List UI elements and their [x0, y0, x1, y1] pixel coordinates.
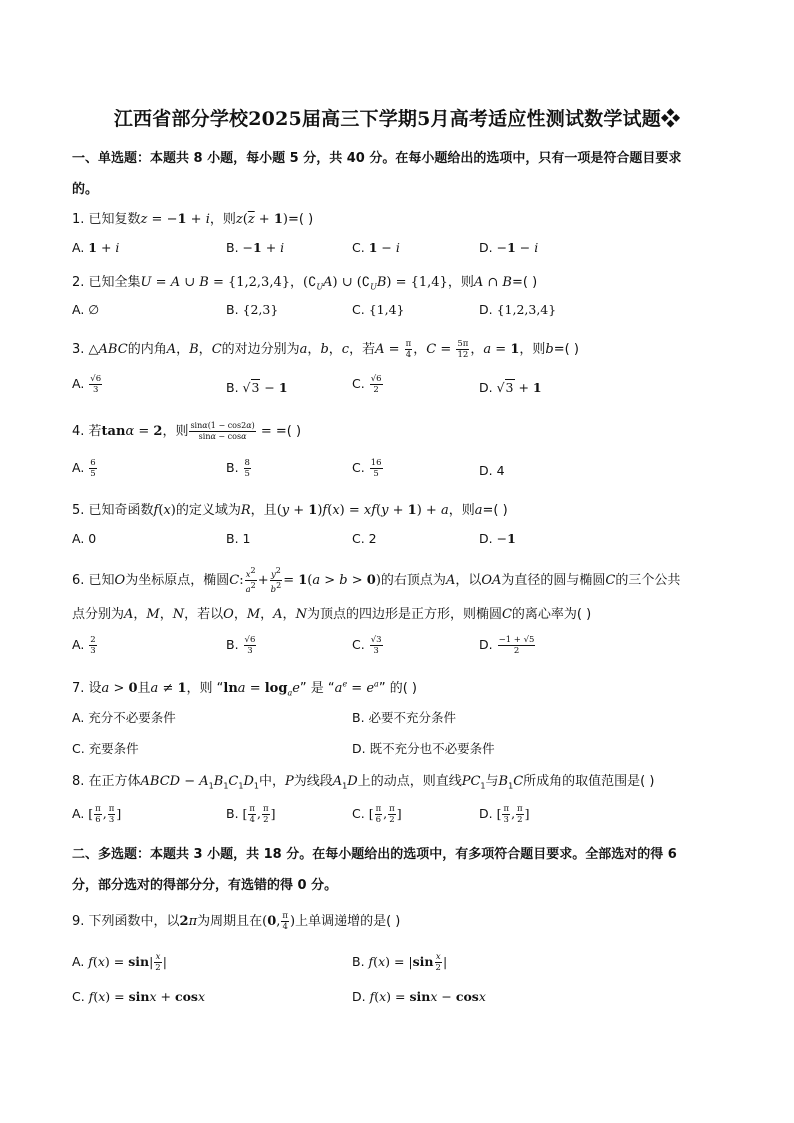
q3-mid4: ，则: [519, 342, 546, 357]
q4-option-b[interactable]: B. $\frac{8}{5}$: [226, 458, 250, 479]
q5-option-b[interactable]: B. 1: [226, 531, 251, 546]
question-2: 2. 已知全集U = A ∪ B = {1,2,3,4}，$(∁_UA)$ ∪ $(∁_UB) = \{1,4\}$，则A ∩ B=( ): [72, 275, 538, 292]
q9-mid2: 上单调递增的是( ): [295, 914, 401, 929]
q3-lead: 3. △: [72, 342, 99, 357]
q6-mid2: 的右顶点为: [380, 572, 446, 588]
q6-option-c[interactable]: C. $\frac{√3}{3}$: [352, 635, 382, 656]
q3-option-d[interactable]: D. √3 + 1: [479, 380, 542, 395]
q1-end: =( ): [287, 212, 314, 227]
q9-lead: 9. 下列函数中，以: [72, 914, 180, 929]
q5-lead: 5. 已知奇函数: [72, 503, 154, 518]
question-7: 7. 设a > 0且a ≠ 1，则 “$\ln a = \log_ae$” 是 “$a^e = e^a$” 的( ): [72, 679, 417, 698]
q4-mid: ，则: [162, 424, 189, 439]
q5-mid3: ，则: [448, 503, 475, 518]
q7-option-a[interactable]: A. 充分不必要条件: [72, 710, 176, 725]
question-3: 3. △ABC的内角A，B，C的对边分别为a，b，c，若A = $\frac{\pi}{4}$ ，C = $\frac{5\pi}{12}$ ，a = 1，则b=( ): [72, 339, 579, 360]
q5-option-a[interactable]: A. 0: [72, 531, 97, 546]
q8-mid2: 为线段: [293, 774, 333, 789]
q7-lead: 7. 设: [72, 681, 102, 696]
q8-mid5: 所成角的取值范围是( ): [523, 774, 655, 789]
q9-mid: 为周期且在: [197, 914, 263, 929]
q4-option-c[interactable]: C. $\frac{16}{5}$: [352, 458, 382, 479]
section2-heading-line1: 二、多选题：本题共 3 小题，共 18 分。在每小题给出的选项中，有多项符合题目要求。全部选对的得 6: [72, 847, 677, 862]
q3-mid3: ，若: [349, 342, 376, 357]
question-6-line2: 点分别为A，M，N，若以O，M，A，N为顶点的四边形是正方形，则椭圆C的离心率为( ): [72, 607, 592, 622]
section1-heading-line2: 的。: [72, 182, 99, 197]
q1-lead: 1. 已知复数: [72, 212, 141, 227]
q5-mid: 的定义域为: [175, 503, 241, 518]
question-9: 9. 下列函数中，以2π为周期且在(0, $\frac{\pi}{4}$ )上单调递增的是( ): [72, 911, 401, 932]
q6-option-d[interactable]: D. $\frac{-1 + √5}{2}$: [479, 635, 535, 656]
q2-option-c[interactable]: C. {1,4}: [352, 302, 405, 317]
q6-line2c: 为顶点的四边形是正方形，则椭圆: [306, 607, 502, 622]
q7-mid4: ” 的( ): [378, 681, 417, 696]
q6-mid3: ，以: [455, 572, 482, 588]
q2-end: ，则: [447, 275, 474, 290]
q8-option-c[interactable]: C. [ $\frac{\pi}{6}$ , $\frac{\pi}{2}$ ]: [352, 804, 402, 825]
section2-heading-line2: 分，部分选对的得部分分，有选错的得 0 分。: [72, 878, 338, 893]
q8-lead: 8. 在正方体: [72, 774, 141, 789]
q3-option-b[interactable]: B. √3 − 1: [226, 380, 288, 395]
q6-mid: 为坐标原点，椭圆: [125, 572, 230, 588]
q8-mid3: 上的动点，则直线: [357, 774, 462, 789]
question-6-line1: 6. 已知O为坐标原点，椭圆C: $\frac{x^2}{a^2}$ + $\frac{y^2}{b^2}$ = 1(a > b > 0)的右顶点为A，以OA为直径的圆与椭圆C的三个公共: [72, 566, 681, 595]
q1-option-b[interactable]: B. −1 + i: [226, 240, 285, 255]
q6-option-b[interactable]: B. $\frac{√6}{3}$: [226, 635, 256, 656]
q5-mid2: ，且: [250, 503, 277, 518]
q7-mid: 且: [137, 681, 151, 696]
q5-option-c[interactable]: C. 2: [352, 531, 377, 546]
q7-option-d[interactable]: D. 既不充分也不必要条件: [352, 741, 495, 756]
q2-lead: 2. 已知全集: [72, 275, 141, 290]
q6-mid5: 的三个公共: [615, 572, 681, 588]
q7-mid2: ，则 “: [186, 681, 224, 696]
q9-option-c[interactable]: C. f(x) = sinx + cosx: [72, 989, 206, 1004]
q7-option-c[interactable]: C. 充要条件: [72, 741, 139, 756]
q1-option-c[interactable]: C. 1 − i: [352, 240, 400, 255]
q6-option-a[interactable]: A. $\frac{2}{3}$: [72, 635, 96, 656]
q2-option-b[interactable]: B. {2,3}: [226, 302, 279, 317]
q5-option-d[interactable]: D. −1: [479, 531, 516, 546]
q6-mid4: 为直径的圆与椭圆: [501, 572, 606, 588]
question-1: 1. 已知复数z = −1 + i，则$z(\overline{z} + 1)=$( ): [72, 212, 314, 227]
q3-end: =( ): [553, 342, 579, 357]
q6-line2b: ，若以: [184, 607, 224, 622]
q9-option-b[interactable]: B. f(x) = |sin $\frac{x}{2}$ |: [352, 952, 448, 973]
q9-option-a[interactable]: A. f(x) = sin| $\frac{x}{2}$ |: [72, 952, 167, 973]
q6-lead: 6. 已知: [72, 572, 115, 588]
q8-mid4: 与: [485, 774, 499, 789]
q7-mid3: ” 是 “: [299, 681, 335, 696]
section1-heading-line1: 一、单选题：本题共 8 小题，每小题 5 分，共 40 分。在每小题给出的选项中，只有一项是符合题目要求: [72, 151, 682, 166]
q3-mid: 的内角: [127, 342, 167, 357]
q2-end2: =( ): [511, 275, 538, 290]
q2-option-d[interactable]: D. {1,2,3,4}: [479, 302, 557, 317]
q1-option-a[interactable]: A. 1 + i: [72, 240, 120, 255]
q1-tail: ，则: [209, 212, 236, 227]
q4-option-a[interactable]: A. $\frac{6}{5}$: [72, 458, 96, 479]
q7-option-b[interactable]: B. 必要不充分条件: [352, 710, 457, 725]
q5-end: =( ): [482, 503, 508, 518]
q8-option-d[interactable]: D. [ $\frac{\pi}{3}$ , $\frac{\pi}{2}$ ]: [479, 804, 530, 825]
q1-option-d[interactable]: D. −1 − i: [479, 240, 539, 255]
q4-option-d[interactable]: D. 4: [479, 463, 505, 478]
q3-option-a[interactable]: A. $\frac{√6}{3}$: [72, 374, 102, 395]
q9-option-d[interactable]: D. f(x) = sinx − cosx: [352, 989, 486, 1004]
q8-option-a[interactable]: A. [ $\frac{\pi}{6}$ , $\frac{\pi}{3}$ ]: [72, 804, 122, 825]
q2-option-a[interactable]: A. ∅: [72, 302, 100, 317]
q6-line2d: 的离心率为( ): [511, 607, 592, 622]
q4-lead: 4. 若: [72, 424, 102, 439]
q4-end: =( ): [275, 424, 302, 439]
question-5: 5. 已知奇函数f(x)的定义域为R，且(y + 1)f(x) = xf(y + 1) + a，则a=( ): [72, 503, 508, 518]
page-title: 江西省部分学校2025届高三下学期5月高考适应性测试数学试题❖: [113, 108, 681, 130]
q3-mid2: 的对边分别为: [221, 342, 300, 357]
question-8: 8. 在正方体ABCD − $A_1B_1C_1D_1$中，P为线段$A_1D$上的动点，则直线$PC_1$与$B_1C$所成角的取值范围是( ): [72, 774, 655, 791]
q6-line2a: 点分别为: [72, 607, 125, 622]
q3-option-c[interactable]: C. $\frac{√6}{2}$: [352, 374, 382, 395]
q8-mid: 中，: [259, 774, 286, 789]
q8-option-b[interactable]: B. [ $\frac{\pi}{4}$ , $\frac{\pi}{2}$ ]: [226, 804, 276, 825]
question-4: 4. 若tanα = 2，则 $\frac{\sin\alpha(1 - \cos 2\alpha)}{\sin\alpha - \cos\alpha}$ = =( ): [72, 421, 302, 441]
